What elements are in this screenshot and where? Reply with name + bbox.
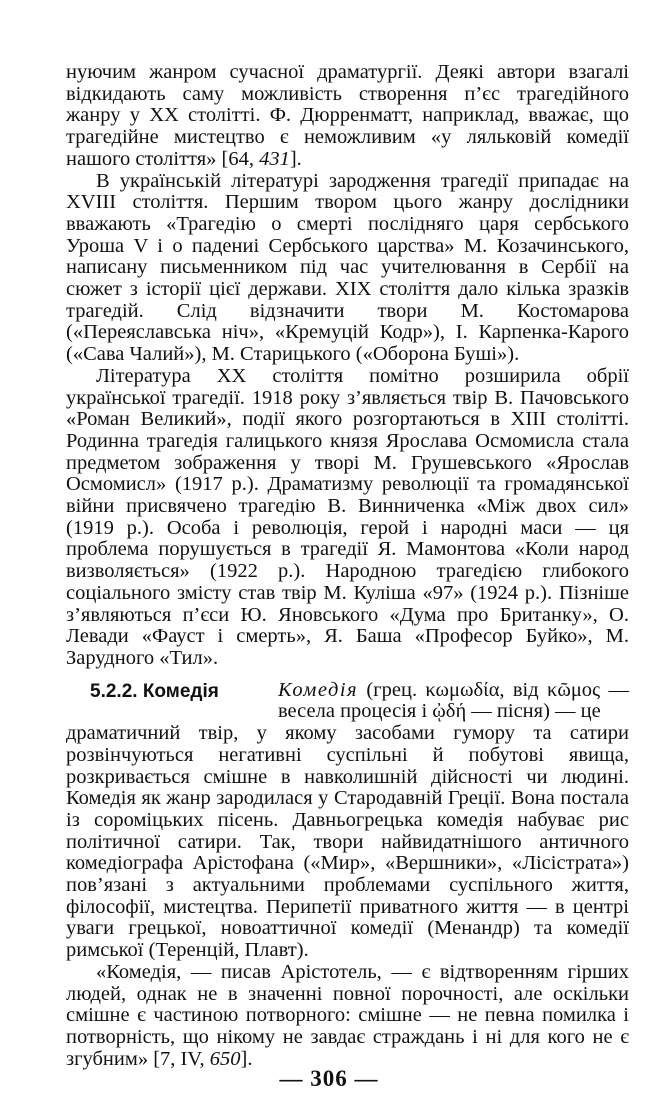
- page-body: [66, 62, 629, 1070]
- section-heading: 5.2.2. Комедія: [90, 680, 219, 702]
- comedy-definition-start: [278, 680, 629, 723]
- paragraph-text: ].: [289, 147, 302, 170]
- citation-page: 650: [209, 1047, 241, 1070]
- paragraph-text: нуючим жанром сучасної драматургії. Деякі автори взагалі відкидають саму можливість створення п’єс трагедійного жанру у XX столітті. Ф. Дюрренматт, наприклад, вважає, що трагедійне мистецтво є неможливим «у ляльковій комедії нашого століття» [64,: [66, 61, 629, 170]
- quote-text: ].: [240, 1047, 253, 1070]
- paragraph-comedy-definition: драматичний твір, у якому засобами гумору та сатири розвінчуються негативні суспільні й побутові явища, розкривається смішне в навколишній дійсності чи людині. Комедія як жанр зародилася у Стародавній Греції. Вона постала із сороміцьких пісень. Давньогрецька комедія набуває рис політичної сатири. Так, твори найвидатнішого античного комедіографа Арістофана («Мир», «Вершники», «Лісістрата») пов’язані з актуальними проблемами суспільного життя, філософії, мистецтва. Перипетії приватного життя — в центрі уваги грецької, новоаттичної комедії (Менандр) та комедії римської (Теренцій, Плавт).: [66, 722, 629, 962]
- page-number: — 306 —: [279, 1066, 379, 1091]
- paragraph-aristotle-quote: [66, 962, 629, 1071]
- comedy-section-intro: [66, 680, 629, 723]
- paragraph-xx-century-tragedy: Література XX століття помітно розширила обрії української трагедії. 1918 року з’являється твір В. Пачовського «Роман Великий», події якого розгортаються в XIII столітті. Родинна трагедія галицького князя Ярослава Осмомисла стала предметом зображення у творі М. Грушевського «Ярослав Осмомисл» (1917 р.). Драматизму революції та громадянської війни присвячено трагедію В. Винниченка «Між двох сил» (1919 р.). Особа і революція, герой і народні маси — ця проблема порушується в трагедії Я. Мамонтова «Коли народ визволяється» (1922 р.). Народною трагедією глибокого соціального змісту став твір М. Куліша «97» (1924 р.). Пізніше з’являються п’єси Ю. Яновського «Дума про Британку», О. Левади «Фауст і смерть», Я. Баша «Професор Буйко», М. Зарудного «Тил».: [66, 364, 629, 669]
- etymology-text: (грец. κωμωδία, від κῶμος — весела процесія і ᾠδή — пісня) — це: [278, 678, 629, 723]
- quote-text: «Комедія, — писав Арістотель, — є відтворенням гірших людей, однак не в значенні повної порочності, але оскільки смішне є частиною потворного: смішне — не певна помилка і потворність, що нікому не завдає страждань і ні для кого не є згубним» [7, IV,: [66, 960, 629, 1070]
- paragraph-ukrainian-tragedy: В українській літературі зародження трагедії припадає на XVIII століття. Першим твором цього жанру дослідники вважають «Трагедію о смерті послідняго царя сербського Уроша V і о падениі Сербського царства» М. Козачинського, написану письменником під час учителювання в Сербії на сюжет з історії цієї держави. XIX століття дало кілька зразків трагедій. Слід відзначити твори М. Костомарова («Переяславська ніч», «Кремуцій Кодр»), І. Карпенка-Карого («Сава Чалий»), М. Старицького («Оборона Буші»).: [66, 169, 629, 366]
- paragraph-tragedy-continuation: [66, 62, 629, 171]
- term-comedy: Комедія: [278, 678, 359, 701]
- citation-page: 431: [259, 147, 290, 170]
